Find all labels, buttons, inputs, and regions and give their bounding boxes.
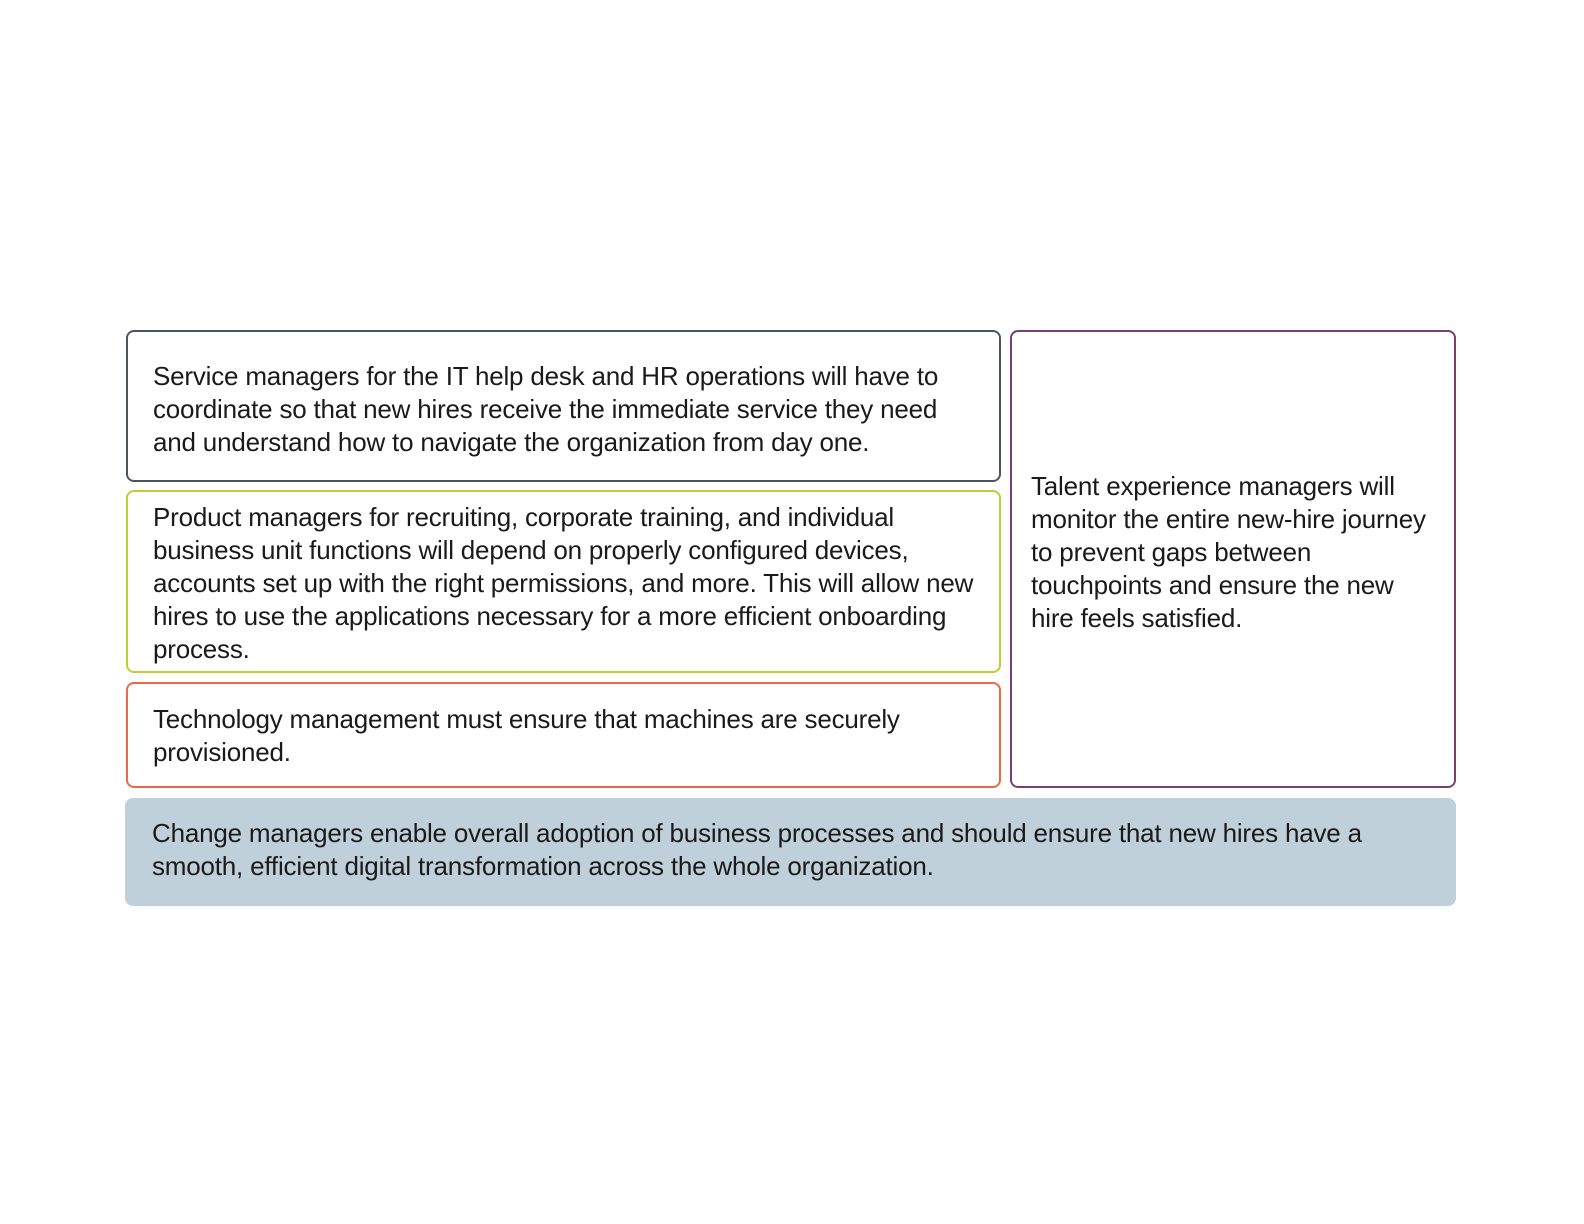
- change-managers-box: [125, 798, 1456, 906]
- service-managers-box: [126, 330, 1001, 482]
- technology-management-box: [126, 682, 1001, 788]
- technology-management-text: Technology management must ensure that machines are securely provisioned.: [153, 704, 900, 767]
- product-managers-box: [126, 490, 1001, 673]
- talent-experience-managers-text: Talent experience managers will monitor the entire new-hire journey to prevent gaps between touchpoints and ensure the new hire feels satisfied.: [1031, 470, 1426, 633]
- product-managers-text: Product managers for recruiting, corporate training, and individual business unit functions will depend on properly configured devices, accounts set up with the right permissions, and more. This will allow new hires to use the applications necessary for a more efficient onboarding process.: [153, 502, 974, 664]
- talent-experience-managers-box: [1010, 330, 1456, 788]
- change-managers-text: Change managers enable overall adoption of business processes and should ensure that new hires have a smooth, efficient digital transformation across the whole organization.: [152, 818, 1362, 881]
- service-managers-text: Service managers for the IT help desk and HR operations will have to coordinate so that new hires receive the immediate service they need and understand how to navigate the organization from day one.: [153, 361, 939, 457]
